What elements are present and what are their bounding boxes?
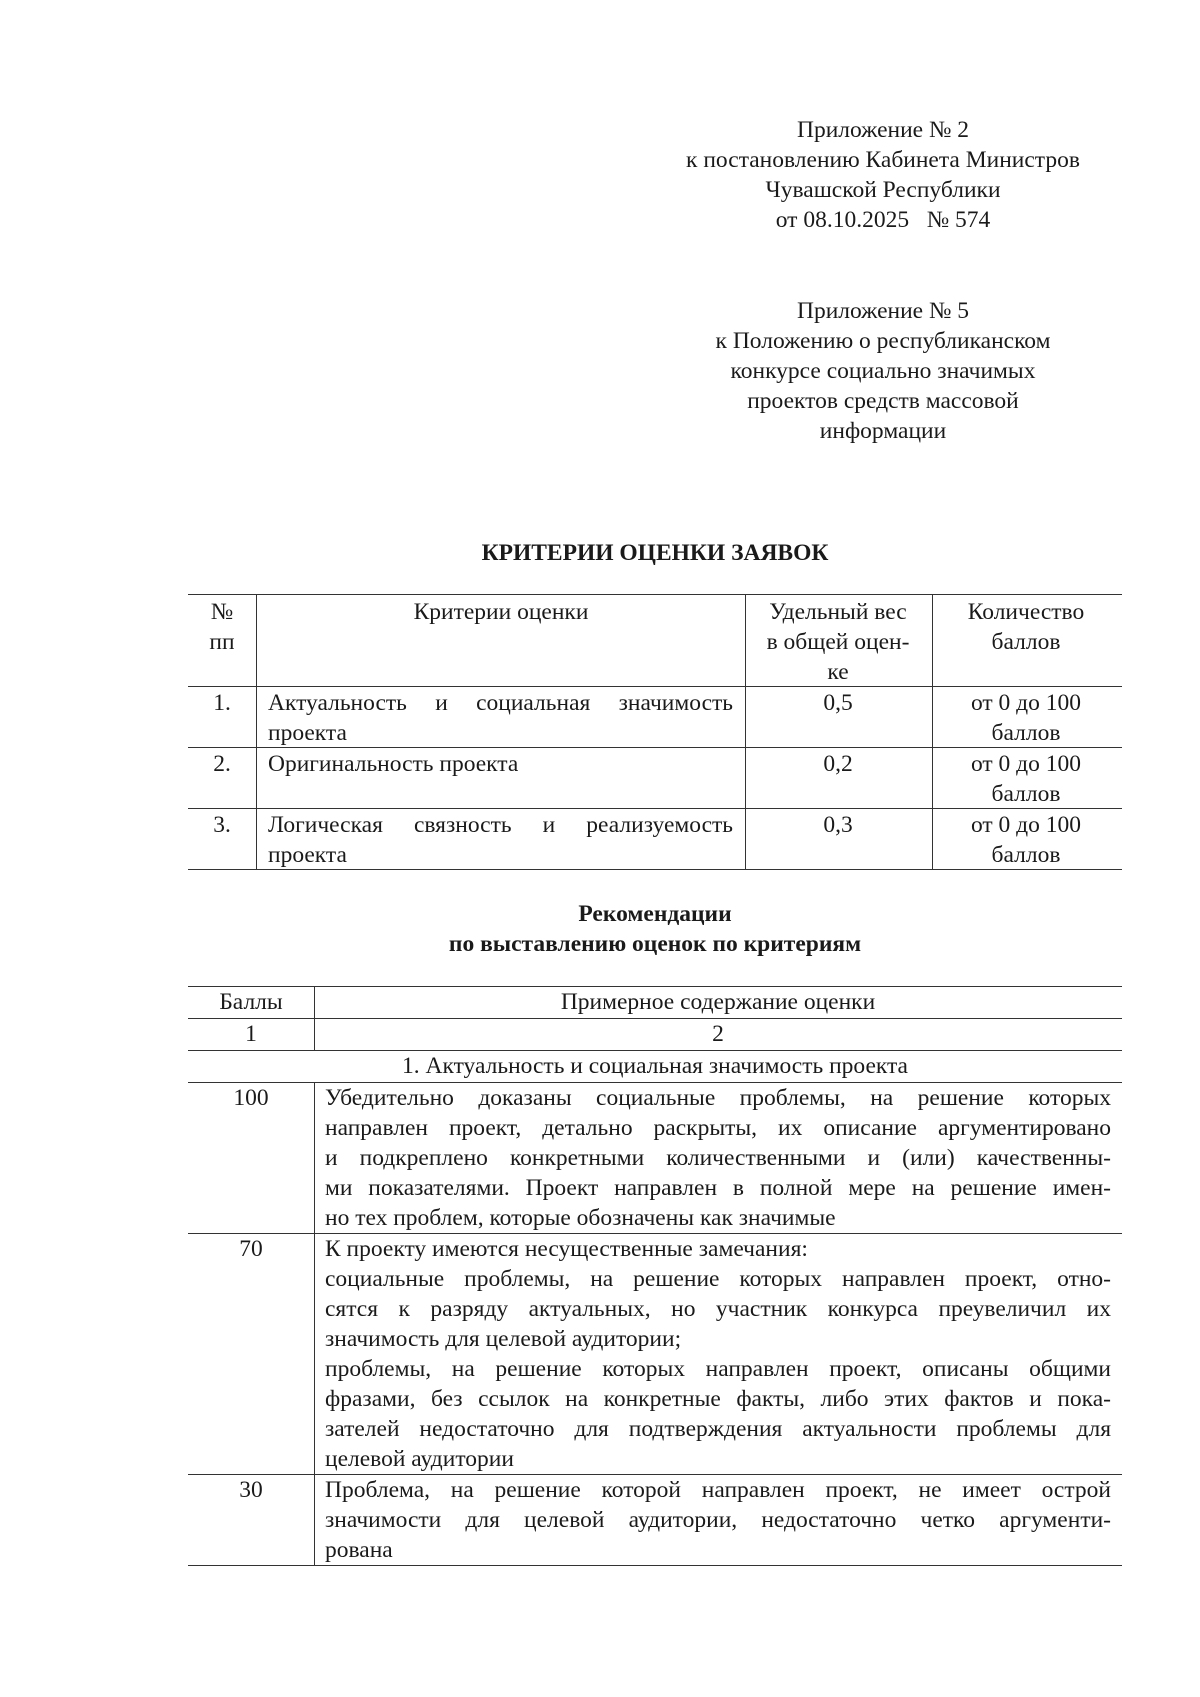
row-criteria: проекта [268,842,347,868]
row-text-line: значимости для целевой аудитории, недостаточно четко аргументи- [325,1507,1111,1533]
row-num: 1. [213,690,231,716]
row-text-line: и подкреплено конкретными количественными и (или) качественны- [325,1145,1111,1171]
row-score: 30 [239,1477,263,1503]
document-title: КРИТЕРИИ ОЦЕНКИ ЗАЯВОК [481,540,829,566]
row-points: от 0 до 100 [970,812,1082,838]
header-num: пп [209,629,235,655]
row-weight: 0,2 [823,751,853,777]
table-border [188,1018,1122,1019]
table-border [314,986,315,1050]
header-weight: в общей оцен- [766,629,910,655]
row-criteria: Логическая связность и реализуемость [268,812,733,838]
row-weight: 0,5 [823,690,853,716]
table-border [188,594,1122,595]
row-points: баллов [991,781,1061,807]
row-text-line: фразами, без ссылок на конкретные факты, либо этих фактов и пока- [325,1386,1111,1412]
row-num: 3. [213,812,231,838]
row-text-line: социальные проблемы, на решение которых направлен проект, отно- [325,1266,1111,1292]
row-points: от 0 до 100 [970,751,1082,777]
appendix-5-line: Приложение № 5 [796,298,970,324]
header-content: Примерное содержание оценки [560,989,876,1015]
header-points: баллов [991,629,1061,655]
row-weight: 0,3 [823,812,853,838]
header-points: Количество [967,599,1085,625]
row-text-line: зателей недостаточно для подтверждения актуальности проблемы для [325,1416,1111,1442]
column-number: 1 [245,1021,257,1047]
appendix-5-line: информации [819,418,947,444]
recommendations-subtitle: по выставлению оценок по критериям [448,931,862,957]
row-text-line: проблемы, на решение которых направлен проект, описаны общими [325,1356,1111,1382]
row-criteria: Актуальность и социальная значимость [268,690,733,716]
header-score: Баллы [219,989,283,1015]
table-border [188,1565,1122,1566]
appendix-5-line: конкурсе социально значимых [730,358,1036,384]
row-points: от 0 до 100 [970,690,1082,716]
section-title: 1. Актуальность и социальная значимость проекта [402,1053,908,1079]
appendix-2-line: от 08.10.2025 № 574 [775,207,991,233]
column-number: 2 [712,1021,724,1047]
header-weight: ке [827,659,849,685]
row-text-line: Убедительно доказаны социальные проблемы, на решение которых [325,1085,1111,1111]
row-text-line: К проекту имеются несущественные замечания: [325,1236,808,1262]
header-num: № [210,599,234,625]
appendix-2-line: к постановлению Кабинета Министров [686,147,1080,173]
header-weight: Удельный вес [769,599,907,625]
header-criteria: Критерии оценки [413,599,589,625]
appendix-5-line: проектов средств массовой [747,388,1019,414]
row-num: 2. [213,751,231,777]
table-border [256,594,257,869]
table-border [745,594,746,869]
appendix-2-line: Чувашской Республики [765,177,1001,203]
row-criteria: Оригинальность проекта [268,751,519,777]
row-score: 100 [233,1085,269,1111]
row-points: баллов [991,842,1061,868]
row-score: 70 [239,1236,263,1262]
row-text-line: значимость для целевой аудитории; [325,1326,682,1352]
table-border [188,808,1122,809]
row-text-line: направлен проект, детально раскрыты, их описание аргументировано [325,1115,1111,1141]
row-criteria: проекта [268,720,347,746]
row-text-line: целевой аудитории [325,1446,514,1472]
table-border [314,1082,315,1565]
appendix-5-line: к Положению о республиканском [715,328,1051,354]
table-border [932,594,933,869]
row-text-line: Проблема, на решение которой направлен проект, не имеет острой [325,1477,1111,1503]
row-points: баллов [991,720,1061,746]
appendix-2-line: Приложение № 2 [796,117,970,143]
row-text-line: рована [325,1537,393,1563]
row-text-line: но тех проблем, которые обозначены как значимые [325,1205,836,1231]
row-text-line: ми показателями. Проект направлен в полной мере на решение имен- [325,1175,1111,1201]
recommendations-title: Рекомендации [578,901,732,927]
row-text-line: сятся к разряду актуальных, но участник конкурса преувеличил их [325,1296,1111,1322]
table-border [188,686,1122,687]
